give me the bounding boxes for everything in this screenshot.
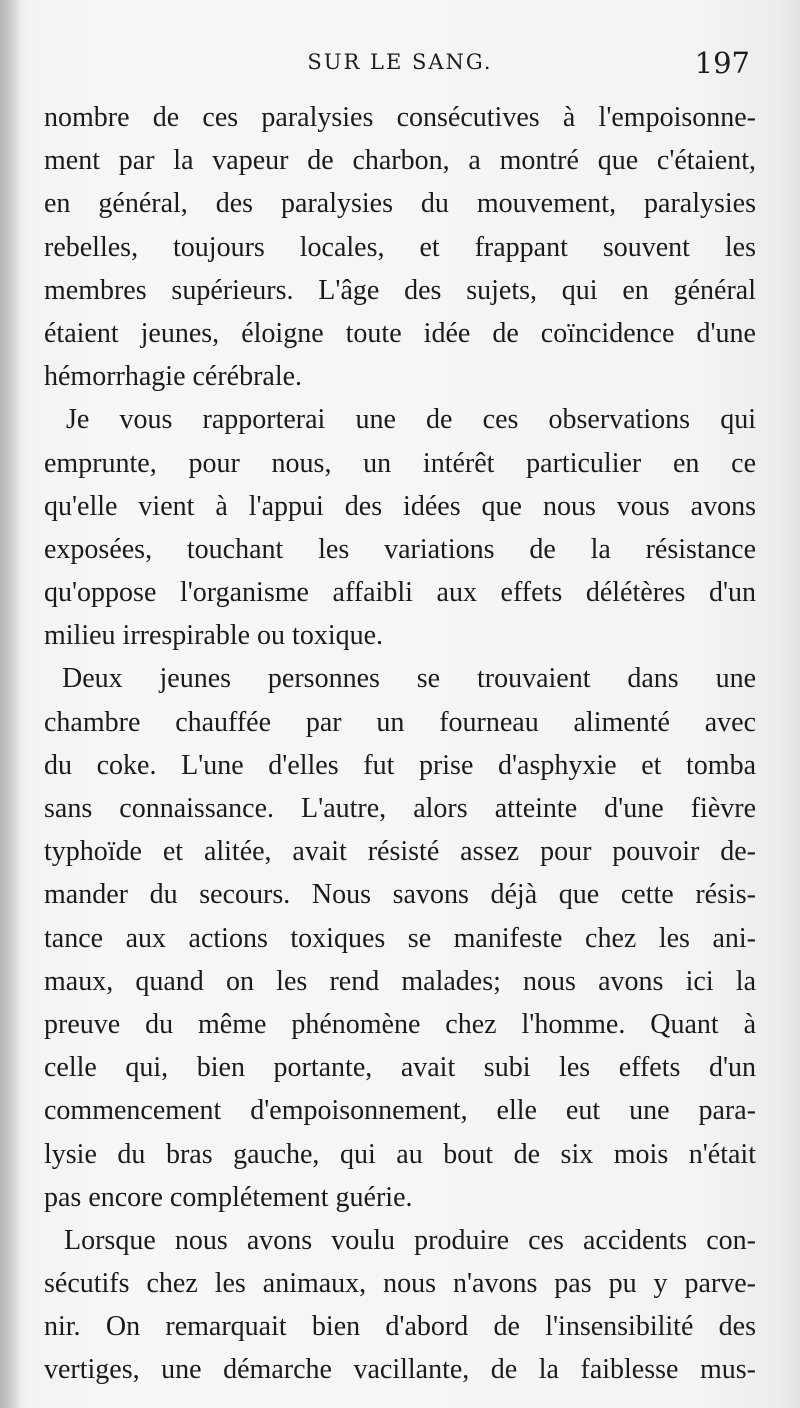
- text-line: qu'oppose l'organisme affaibli aux effets délétères d'un: [44, 577, 756, 609]
- text-line: sans connaissance. L'autre, alors atteinte d'une fièvre: [44, 793, 756, 824]
- text-line: milieu irrespirable ou toxique.: [44, 620, 384, 652]
- text-line: preuve du même phénomène chez l'homme. Quant à: [44, 1008, 756, 1040]
- text-line: Deux jeunes personnes se trouvaient dans une: [62, 663, 756, 695]
- text-line: sécutifs chez les animaux, nous n'avons pas pu y parve-: [44, 1268, 756, 1300]
- text-line: pas encore complétement guérie.: [44, 1181, 413, 1213]
- text-line: vertiges, une démarche vacillante, de la faiblesse mus-: [44, 1354, 756, 1386]
- text-line: nombre de ces paralysies consécutives à l'empoisonne-: [44, 102, 756, 133]
- text-line: celle qui, bien portante, avait subi les effets d'un: [44, 1052, 756, 1084]
- text-line: chambre chauffée par un fourneau alimenté avec: [44, 706, 756, 738]
- text-line: en général, des paralysies du mouvement, paralysies: [44, 188, 756, 220]
- running-title: SUR LE SANG.: [307, 50, 493, 74]
- text-line: du coke. L'une d'elles fut prise d'asphyxie et tomba: [44, 749, 756, 781]
- body-text: [44, 96, 756, 1392]
- page-number: 197: [694, 46, 750, 80]
- page-header: [44, 46, 756, 86]
- text-line: mander du secours. Nous savons déjà que cette résis-: [44, 879, 756, 911]
- text-line: typhoïde et alitée, avait résisté assez pour pouvoir de-: [44, 836, 756, 868]
- text-line: Je vous rapporterai une de ces observations qui: [66, 404, 756, 436]
- text-line: maux, quand on les rend malades; nous avons ici la: [44, 965, 756, 997]
- text-line: emprunte, pour nous, un intérêt particulier en ce: [44, 447, 756, 479]
- text-line: lysie du bras gauche, qui au bout de six mois n'était: [44, 1138, 756, 1170]
- text-line: tance aux actions toxiques se manifeste chez les ani-: [44, 922, 756, 954]
- text-line: exposées, touchant les variations de la résistance: [44, 533, 756, 565]
- text-line: Lorsque nous avons voulu produire ces accidents con-: [64, 1224, 756, 1256]
- text-line: nir. On remarquait bien d'abord de l'insensibilité des: [44, 1311, 756, 1343]
- text-line: membres supérieurs. L'âge des sujets, qui en général: [44, 274, 756, 306]
- text-line: ment par la vapeur de charbon, a montré que c'étaient,: [44, 145, 756, 177]
- text-line: étaient jeunes, éloigne toute idée de coïncidence d'une: [44, 317, 756, 349]
- text-line: rebelles, toujours locales, et frappant souvent les: [44, 231, 756, 263]
- text-line: qu'elle vient à l'appui des idées que nous vous avons: [44, 490, 756, 522]
- text-line: commencement d'empoisonnement, elle eut une para-: [44, 1095, 756, 1127]
- text-line: hémorrhagie cérébrale.: [44, 361, 303, 393]
